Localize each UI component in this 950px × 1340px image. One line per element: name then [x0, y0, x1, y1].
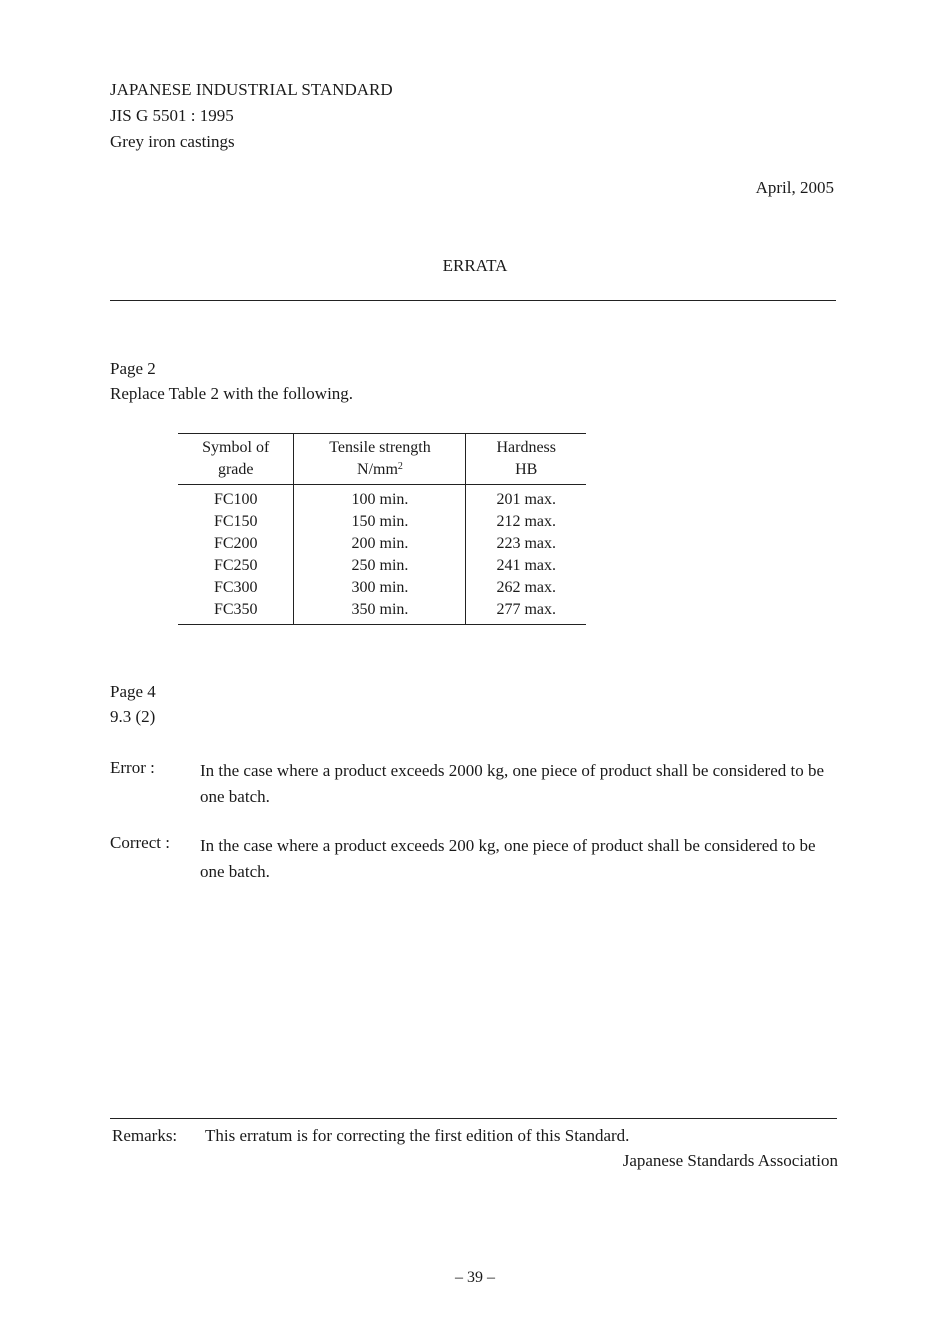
correct-label: Correct : [110, 833, 170, 852]
cell-tensile: 100 min. [294, 485, 466, 512]
header-hardness [466, 434, 586, 485]
cell-grade: FC100 [213, 491, 258, 508]
cell-hardness: 241 max. [466, 555, 586, 577]
page-number: – 39 – [455, 1269, 495, 1286]
header-line: Tensile strength [329, 439, 431, 456]
error-text: In the case where a product exceeds 2000 kg, one piece of product shall be considered to be one batch. [200, 761, 825, 806]
cell-hardness: 277 max. [466, 599, 586, 625]
cell-tensile: 150 min. [294, 511, 466, 533]
clause-reference: 9.3 (2) [110, 707, 156, 726]
header-line: grade [217, 461, 254, 478]
page2-label: Page 2 [110, 359, 156, 378]
cell-tensile: 200 min. [294, 533, 466, 555]
header-line: Hardness [496, 439, 556, 456]
cell-grade: FC200 [213, 535, 258, 552]
table-row [178, 577, 586, 599]
standard-subject: Grey iron castings [110, 132, 235, 151]
cell-grade: FC150 [213, 513, 258, 530]
cell-tensile: 350 min. [294, 599, 466, 625]
bottom-divider [110, 1118, 837, 1119]
cell-grade: FC300 [213, 579, 258, 596]
table-header-row [178, 434, 586, 485]
cell-grade: FC350 [213, 601, 258, 618]
error-label: Error : [110, 758, 155, 777]
cell-hardness: 201 max. [466, 485, 586, 512]
standard-title: JAPANESE INDUSTRIAL STANDARD [110, 80, 393, 99]
table-row [178, 533, 586, 555]
standard-number: JIS G 5501 : 1995 [110, 106, 234, 125]
table-row [178, 555, 586, 577]
correct-text: In the case where a product exceeds 200 kg, one piece of product shall be considered to be one batch. [200, 836, 816, 881]
cell-grade: FC250 [213, 557, 258, 574]
unit-superscript: 2 [397, 461, 403, 472]
table-row [178, 485, 586, 512]
grade-table [178, 433, 586, 625]
header-line: HB [515, 461, 538, 478]
header-line: Symbol of [202, 439, 270, 456]
cell-hardness: 212 max. [466, 511, 586, 533]
cell-tensile: 250 min. [294, 555, 466, 577]
header-line [294, 459, 465, 481]
remarks-label: Remarks: [112, 1126, 178, 1145]
cell-hardness: 223 max. [466, 533, 586, 555]
cell-tensile: 300 min. [294, 577, 466, 599]
errata-heading: ERRATA [442, 256, 508, 275]
table-row [178, 511, 586, 533]
page4-label: Page 4 [110, 682, 156, 701]
unit-text: N/mm [357, 461, 398, 478]
organization-name: Japanese Standards Association [622, 1151, 838, 1170]
header-symbol-of-grade [178, 434, 294, 485]
header-tensile-strength [294, 434, 466, 485]
issue-date: April, 2005 [755, 178, 834, 197]
remarks-text: This erratum is for correcting the first edition of this Standard. [205, 1126, 630, 1145]
top-divider [110, 300, 836, 301]
page2-instruction: Replace Table 2 with the following. [110, 384, 354, 403]
cell-hardness: 262 max. [466, 577, 586, 599]
table-row [178, 599, 586, 625]
